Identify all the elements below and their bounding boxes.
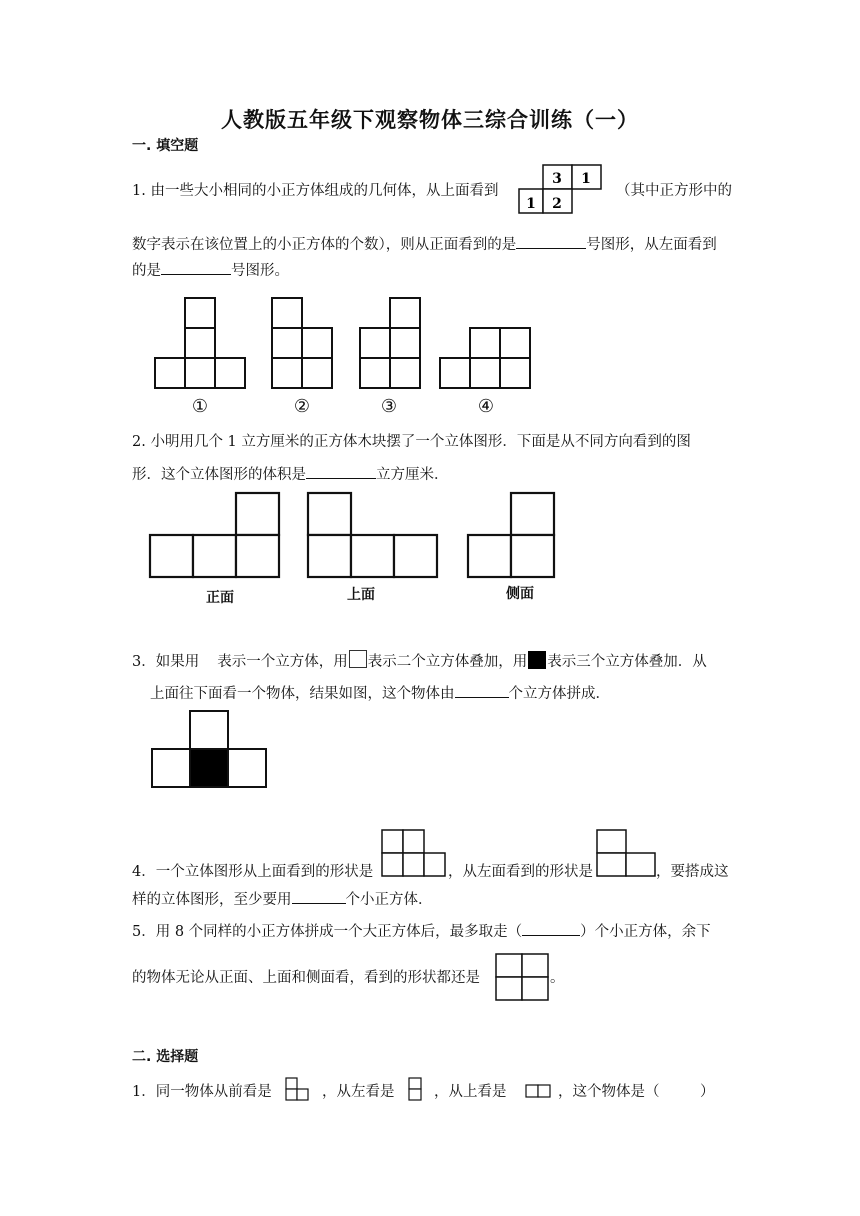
q4-text-line1c: ，要搭成这 [656, 864, 729, 880]
q5-text-line2a: 的物体无论从正面、上面和侧面看，看到的形状都还是 [132, 970, 480, 986]
q3-line1b: 表示一个立方体，用 [217, 654, 348, 670]
q1-line2b: 号图形，从左面看到 [586, 237, 717, 253]
section-heading-multiple-choice: 二. 选择题 [132, 1049, 199, 1065]
q2-line2a: 形．这个立体图形的体积是 [132, 467, 306, 483]
q2-caption-top: 上面 [347, 587, 375, 603]
q1-text-line1a: 1. 由一些大小相同的小正方体组成的几何体，从上面看到 [132, 183, 499, 199]
q3-line2b: 个立方体拼成． [508, 686, 610, 702]
q1-line3b: 号图形。 [231, 263, 289, 279]
q2-caption-side: 侧面 [506, 586, 534, 602]
q1-option-label: ③ [380, 396, 398, 417]
q3-line2a: 上面往下面看一个物体，结果如图，这个物体由 [150, 686, 455, 702]
q1-grid-number: 3 [552, 171, 562, 187]
q3-line1d: 表示三个立方体叠加．从 [547, 654, 707, 670]
q4-text-line1b: ，从左面看到的形状是 [448, 864, 593, 880]
s2-q1-text-part5: ） [700, 1084, 715, 1100]
q4-line2b: 个小正方体． [345, 892, 433, 908]
q3-line1c: 表示二个立方体叠加，用 [367, 654, 528, 670]
s2-q1-text-part3: ，从上看是 [434, 1084, 507, 1100]
q5-line1a: 5．用 8 个同样的小正方体拼成一个大正方体后，最多取走（ [132, 924, 523, 940]
q1-text-line1b: （其中正方形中的 [616, 183, 732, 199]
q1-option-label: ② [293, 396, 311, 417]
page-title: 人教版五年级下观察物体三综合训练（一） [221, 107, 639, 132]
q4-text-line1a: 4．一个立体图形从上面看到的形状是 [132, 864, 374, 880]
s2-q1-text-part4: ，这个物体是（ [558, 1084, 660, 1100]
s2-q1-text-part1: 1．同一物体从前看是 [132, 1084, 272, 1100]
q1-option-label: ④ [477, 396, 495, 417]
q3-line1a: 3．如果用 [132, 654, 200, 670]
q5-line1b: ）个小正方体，余下 [580, 924, 711, 940]
q1-line2a: 数字表示在该位置上的小正方体的个数），则从正面看到的是 [132, 237, 517, 253]
q2-text-line1: 2. 小明用几个 1 立方厘米的正方体木块摆了一个立体图形．下面是从不同方向看到的图 [132, 434, 691, 450]
q2-line2b: 立方厘米． [376, 467, 449, 483]
q1-grid-number: 1 [581, 171, 591, 187]
q1-grid-number: 2 [552, 196, 562, 212]
q2-caption-front: 正面 [206, 590, 234, 606]
q5-text-line2b: 。 [550, 970, 565, 986]
q1-option-label: ① [191, 396, 209, 417]
s2-q1-text-part2: ，从左看是 [322, 1084, 395, 1100]
q4-line2a: 样的立体图形，至少要用 [132, 892, 292, 908]
section-heading-fill-in: 一. 填空题 [132, 138, 199, 154]
q1-line3a: 的是 [132, 263, 161, 279]
q1-grid-number: 1 [526, 196, 536, 212]
